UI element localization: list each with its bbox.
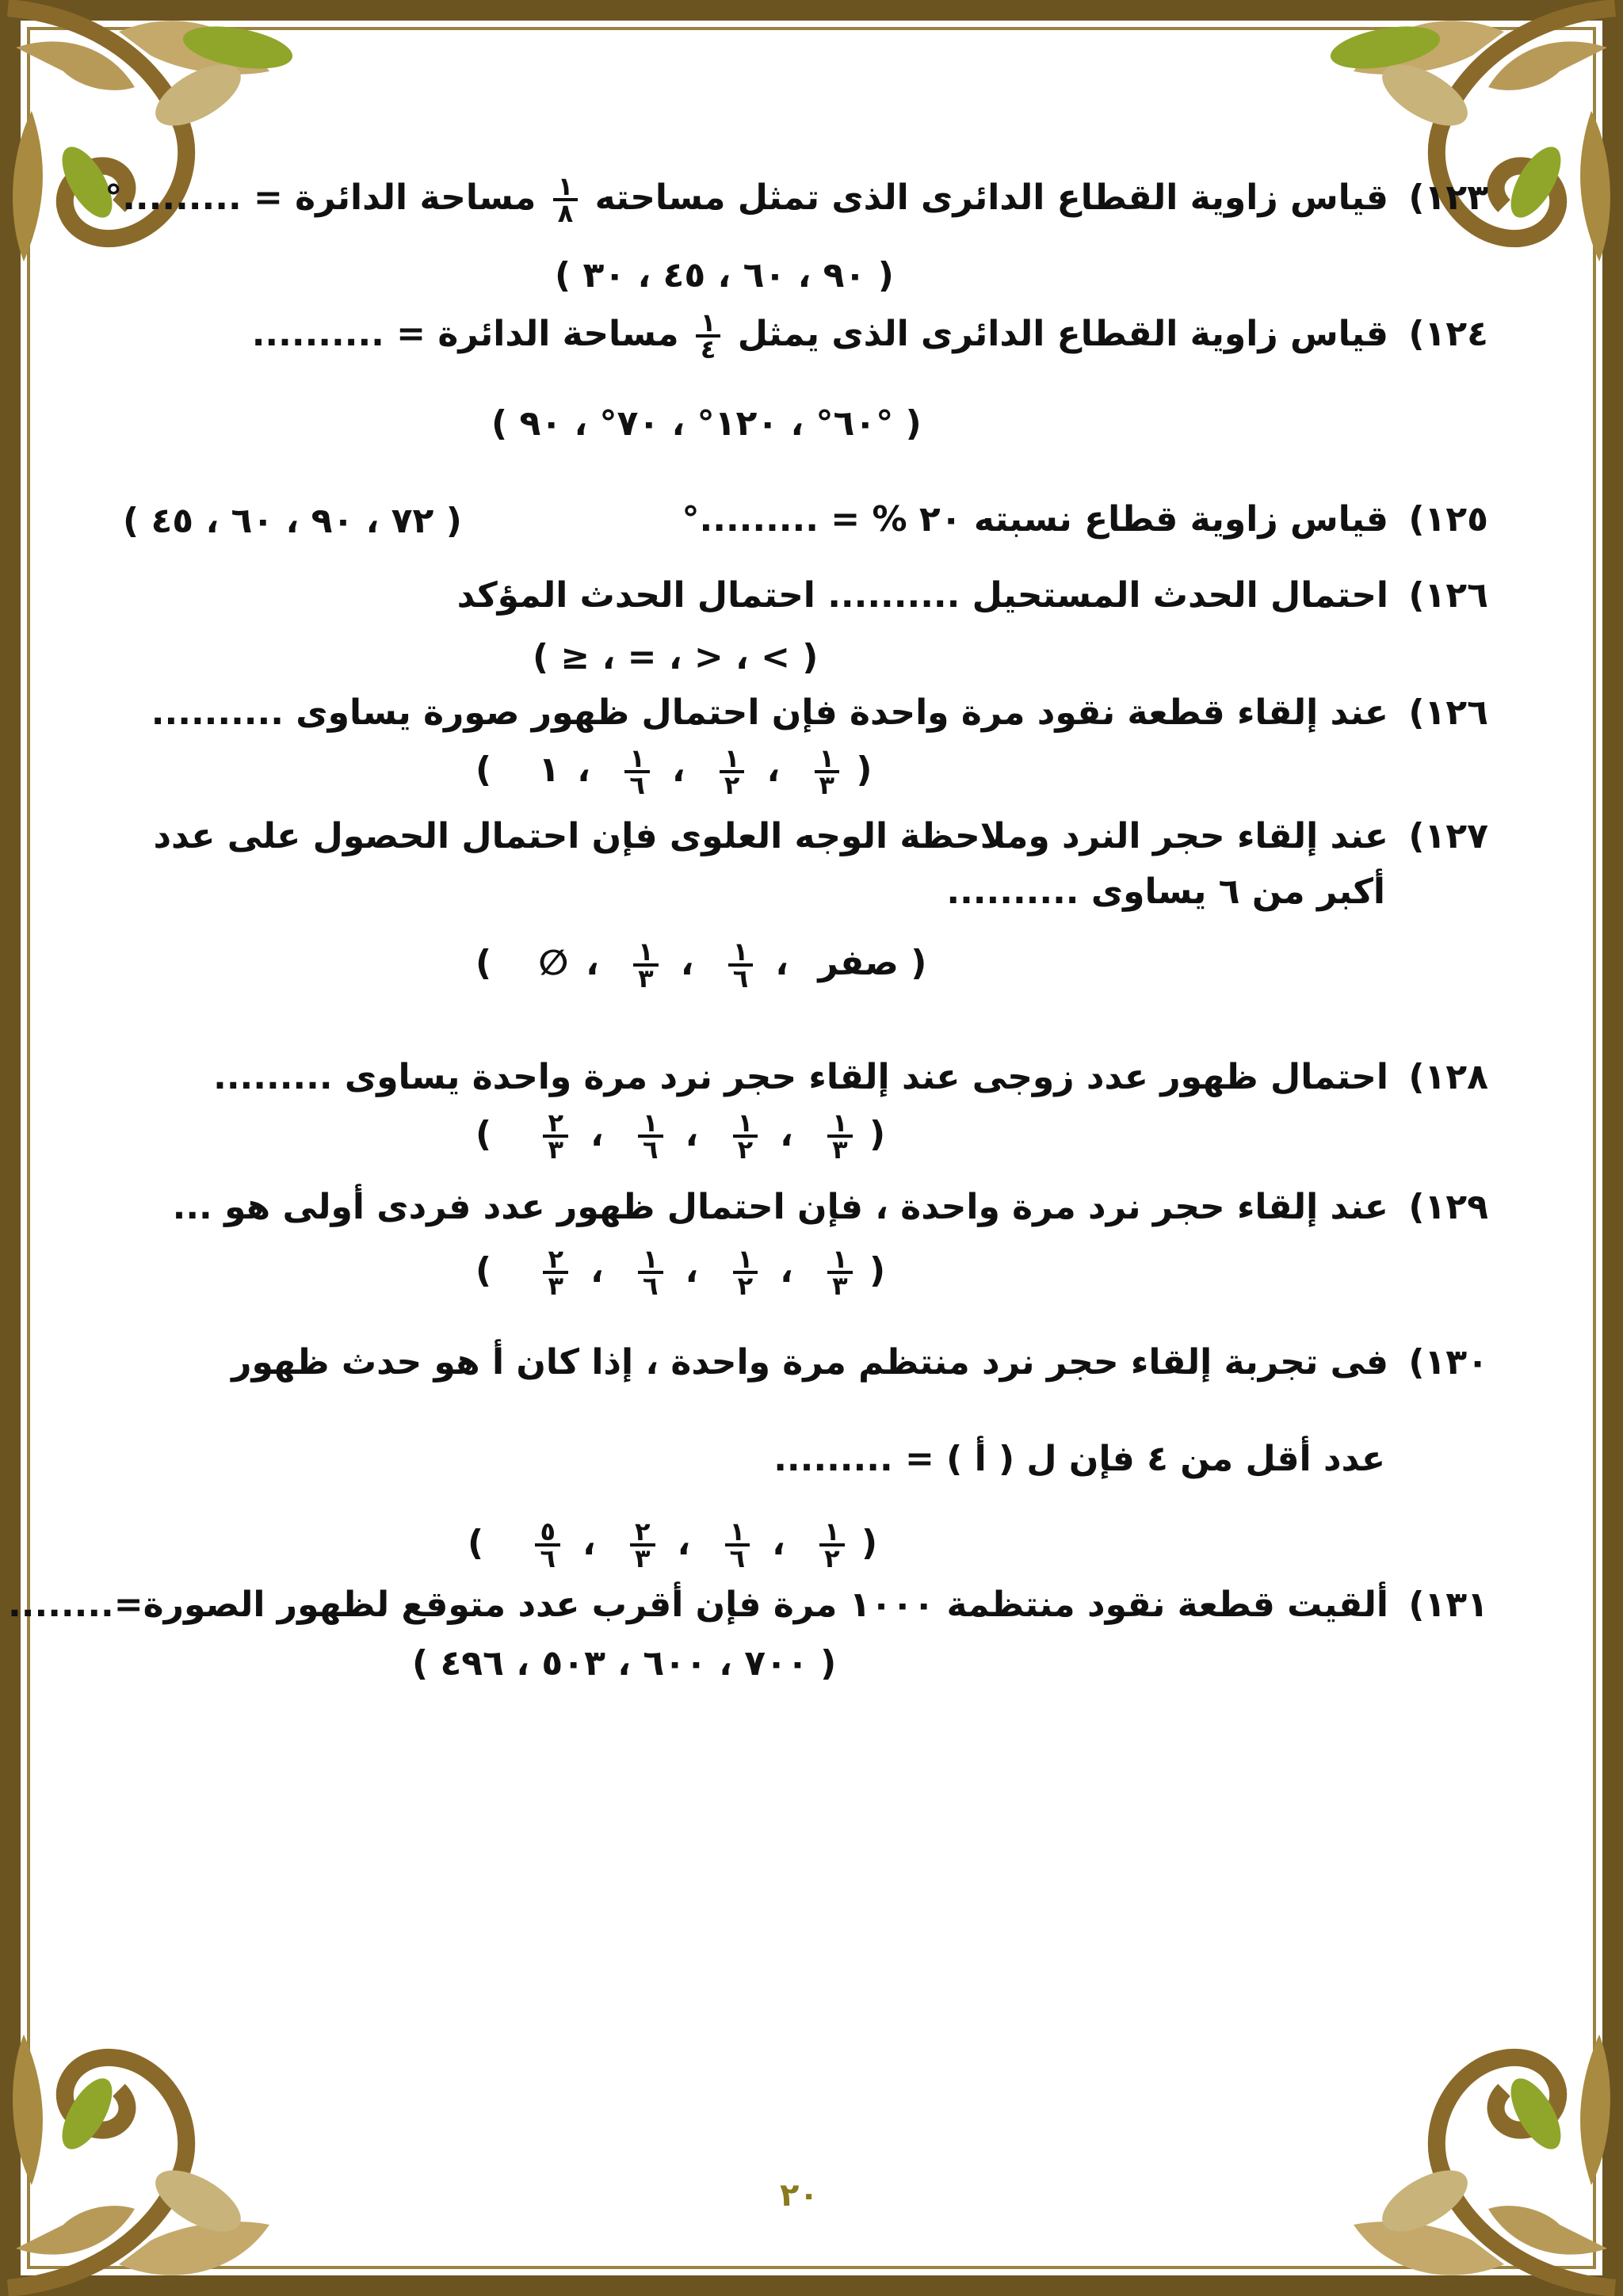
question-text: قياس زاوية القطاع الدائرى الذى تمثل مساحته: [594, 177, 1388, 218]
fraction: $\frac{١}{٢}$: [720, 746, 745, 797]
question-text: مساحة الدائرة = ..........: [251, 314, 679, 354]
fraction: $\frac{١}{٢}$: [733, 1247, 758, 1298]
question-text: عند إلقاء حجر النرد وملاحظة الوجه العلوى فإن احتمال الحصول على عدد: [153, 816, 1388, 856]
choices-130: ( $\frac{٥}{٦}$ ، $\frac{٢}{٣}$ ، $\frac{١}{٦}$ ، $\frac{١}{٢}$ ): [468, 1516, 878, 1573]
fraction: $\frac{١}{٤}$: [696, 311, 721, 361]
question-127-line2: [946, 868, 1385, 916]
choices-125: ( ٧٢ ، ٩٠ ، ٦٠ ، ٤٥ ): [123, 501, 462, 541]
question-126: [457, 572, 1488, 620]
question-129: [173, 1184, 1488, 1231]
question-text: عند إلقاء حجر نرد مرة واحدة ، فإن احتمال ظهور عدد فردى أولى هو ...: [172, 1187, 1388, 1227]
question-text: قياس زاوية القطاع الدائرى الذى يمثل: [737, 314, 1388, 354]
fraction: $\frac{١}{٦}$: [638, 1111, 663, 1161]
question-number: ١٢٦): [1408, 575, 1488, 616]
question-130-line2: [773, 1436, 1385, 1483]
question-127: [153, 813, 1488, 860]
question-text: قياس زاوية قطاع نسبته ٢٠ % = .........°: [682, 499, 1388, 540]
question-number: ١٢٤): [1408, 314, 1488, 354]
question-number: ١٣٠): [1408, 1342, 1488, 1383]
fraction: $\frac{٢}{٣}$: [630, 1520, 655, 1570]
question-text: مساحة الدائرة = .........°: [105, 177, 537, 218]
question-131: [8, 1581, 1488, 1629]
fraction: $\frac{١}{٦}$: [728, 940, 754, 990]
fraction: $\frac{١}{٢}$: [819, 1520, 845, 1570]
question-123: [105, 171, 1488, 228]
floral-corner-ornament-icon: [0, 1932, 365, 2296]
choices-126b: ( ١ ، $\frac{١}{٦}$ ، $\frac{١}{٢}$ ، $\frac{١}{٣}$ ): [475, 743, 873, 800]
choices-124: ( ٦٠° ، ١٢٠° ، ٧٠° ، ٩٠° ): [491, 403, 922, 444]
question-text: عند إلقاء قطعة نقود مرة واحدة فإن احتمال ظهور صورة يساوى ..........: [151, 692, 1388, 733]
question-number: ١٢٦): [1408, 692, 1488, 733]
question-128: [213, 1054, 1488, 1101]
question-number: ١٢٧): [1408, 816, 1488, 856]
fraction: $\frac{٥}{٦}$: [535, 1520, 560, 1570]
question-text: احتمال الحدث المستحيل .......... احتمال الحدث المؤكد: [456, 575, 1388, 616]
question-text: عدد أقل من ٤ فإن ل ( أ ) = .........: [773, 1439, 1385, 1479]
choices-126: ( ≥ ، = ، > ، < ): [533, 637, 819, 677]
fraction: $\frac{١}{٦}$: [638, 1247, 663, 1298]
question-125: [682, 496, 1488, 543]
choices-128: ( $\frac{٢}{٣}$ ، $\frac{١}{٦}$ ، $\frac{١}{٢}$ ، $\frac{١}{٣}$ ): [475, 1108, 886, 1165]
question-number: ١٢٨): [1408, 1057, 1488, 1097]
fraction: $\frac{١}{٣}$: [815, 746, 840, 797]
question-text: أكبر من ٦ يساوى ..........: [946, 871, 1385, 912]
choices-129: ( $\frac{٢}{٣}$ ، $\frac{١}{٦}$ ، $\frac{١}{٢}$ ، $\frac{١}{٣}$ ): [475, 1244, 886, 1301]
question-text: احتمال ظهور عدد زوجى عند إلقاء حجر نرد مرة واحدة يساوى .........: [213, 1057, 1388, 1097]
question-number: ١٢٥): [1408, 499, 1488, 540]
choices-131: ( ٧٠٠ ، ٦٠٠ ، ٥٠٣ ، ٤٩٦ ): [412, 1643, 837, 1684]
question-126b: [151, 689, 1488, 737]
choices-123: ( ٩٠ ، ٦٠ ، ٤٥ ، ٣٠ ): [555, 255, 894, 296]
question-124: [251, 307, 1488, 364]
fraction: $\frac{٢}{٣}$: [543, 1111, 568, 1161]
fraction: $\frac{١}{٣}$: [827, 1111, 853, 1161]
page-number: ٢٠: [780, 2177, 819, 2214]
fraction: $\frac{١}{٢}$: [733, 1111, 758, 1161]
question-130: [231, 1339, 1488, 1386]
floral-corner-ornament-icon: [1258, 1932, 1623, 2296]
question-number: ١٣١): [1408, 1585, 1488, 1625]
choices-127: ( ∅ ، $\frac{١}{٣}$ ، $\frac{١}{٦}$ ، صفر ): [475, 936, 927, 994]
fraction: $\frac{١}{٨}$: [553, 174, 579, 225]
question-number: ١٢٣): [1408, 177, 1488, 218]
fraction: $\frac{١}{٦}$: [725, 1520, 750, 1570]
fraction: $\frac{١}{٣}$: [633, 940, 659, 990]
question-text: ألقيت قطعة نقود منتظمة ١٠٠٠ مرة فإن أقرب عدد متوقع لظهور الصورة=........: [8, 1585, 1388, 1625]
question-number: ١٢٩): [1408, 1187, 1488, 1227]
fraction: $\frac{١}{٦}$: [624, 746, 650, 797]
fraction: $\frac{١}{٣}$: [827, 1247, 853, 1298]
question-text: فى تجربة إلقاء حجر نرد منتظم مرة واحدة ، إذا كان أ هو حدث ظهور: [231, 1342, 1388, 1383]
fraction: $\frac{٢}{٣}$: [543, 1247, 568, 1298]
